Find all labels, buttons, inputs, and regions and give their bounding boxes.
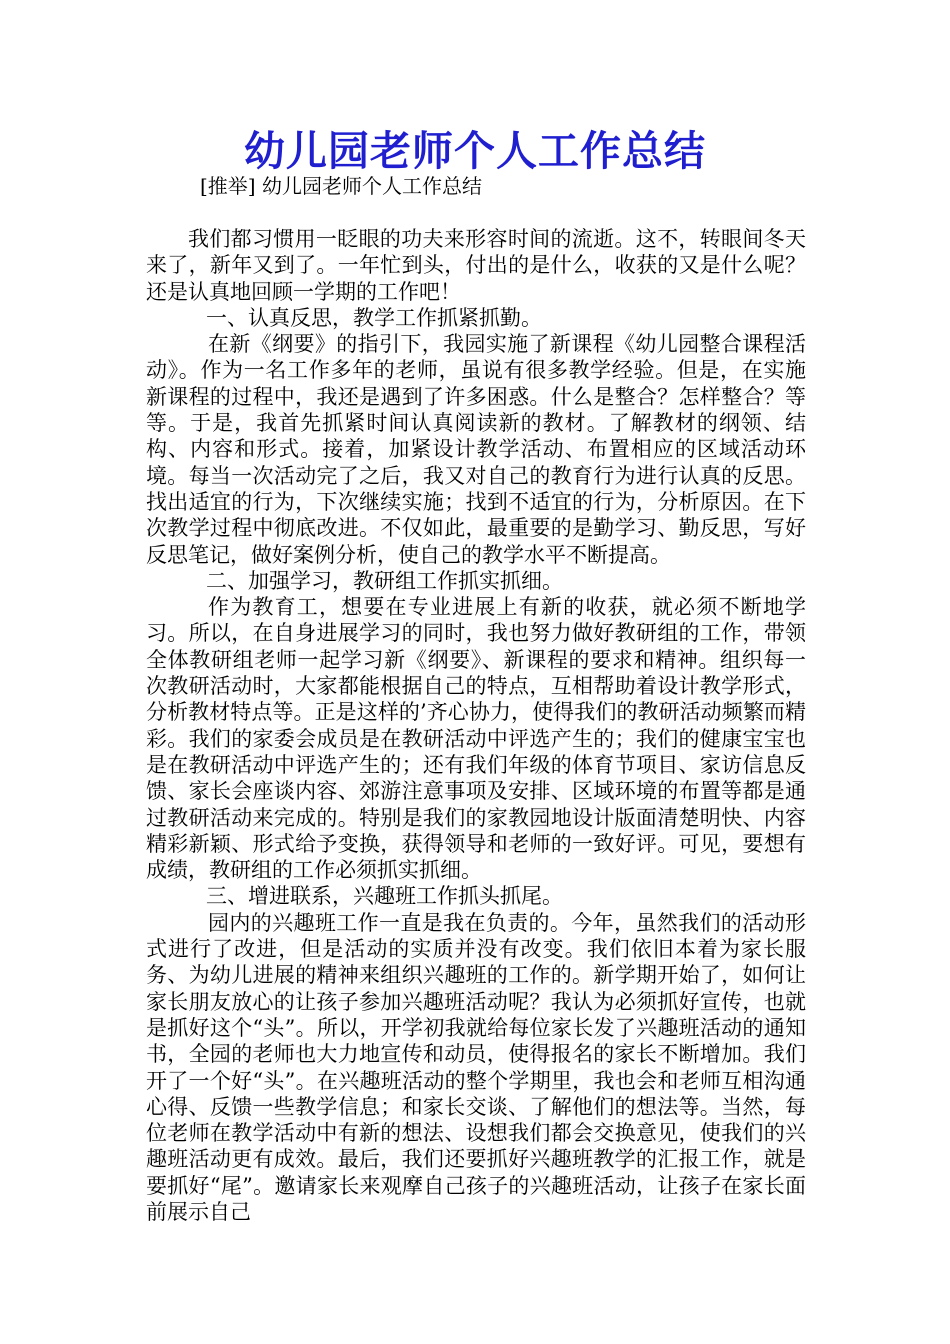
document-title: 幼儿园老师个人工作总结 <box>244 127 706 175</box>
document-body <box>146 226 806 1225</box>
section-paragraph-1: 在新《纲要》的指引下，我园实施了新课程《幼儿园整合课程活动》。作为一名工作多年的老师，虽说有很多教学经验。但是，在实施新课程的过程中，我还是遇到了许多困惑。什么是整合？怎样整合？等等。于是，我首先抓紧时间认真阅读新的教材。了解教材的纲领、结构、内容和形式。接着，加紧设计教学活动、布置相应的区域活动环境。每当一次活动完了之后，我又对自己的教育行为进行认真的反思。找出适宜的行为，下次继续实施；找到不适宜的行为，分析原因。在下次教学过程中彻底改进。不仅如此，最重要的是勤学习、勤反思，写好反思笔记，做好案例分析，使自己的教学水平不断提高。 <box>146 332 806 567</box>
intro-paragraph: 我们都习惯用一眨眼的功夫来形容时间的流逝。这不，转眼间冬天来了，新年又到了。一年忙到头，付出的是什么，收获的又是什么呢？还是认真地回顾一学期的工作吧！ <box>146 227 806 304</box>
section-heading-2: 二、加强学习，教研组工作抓实抓细。 <box>206 568 563 593</box>
section-paragraph-3: 园内的兴趣班工作一直是我在负责的。今年，虽然我们的活动形式进行了改进，但是活动的实质并没有改变。我们依旧本着为家长服务、为幼儿进展的精神来组织兴趣班的工作的。新学期开始了，如何让家长朋友放心的让孩子参加兴趣班活动呢？我认为必须抓好宣传，也就是抓好这个“头”。所以，开学初我就给每位家长发了兴趣班活动的通知书，全园的老师也大力地宣传和动员，使得报名的家长不断增加。我们开了一个好“头”。在兴趣班活动的整个学期里，我也会和老师互相沟通心得、反馈一些教学信息；和家长交谈、了解他们的想法等。当然，每位老师在教学活动中有新的想法、设想我们都会交换意见，使我们的兴趣班活动更有成效。最后，我们还要抓好兴趣班教学的汇报工作，就是要抓好“尾”。邀请家长来观摩自己孩子的兴趣班活动，让孩子在家长面前展示自己 <box>146 910 806 1224</box>
section-heading-1: 一、认真反思，教学工作抓紧抓勤。 <box>206 305 542 330</box>
document-subtitle: [推举] 幼儿园老师个人工作总结 <box>200 174 482 198</box>
section-heading-3: 三、增进联系，兴趣班工作抓头抓尾。 <box>206 884 563 909</box>
section-paragraph-2: 作为教育工，想要在专业进展上有新的收获，就必须不断地学习。所以，在自身进展学习的同时，我也努力做好教研组的工作，带领全体教研组老师一起学习新《纲要》、新课程的要求和精神。组织每一次教研活动时，大家都能根据自己的特点，互相帮助着设计教学形式，分析教材特点等。正是这样的’齐心协力，使得我们的教研活动频繁而精彩。我们的家委会成员是在教研活动中评选产生的；我们的健康宝宝也是在教研活动中评选产生的；还有我们年级的体育节项目、家访信息反馈、家长会座谈内容、郊游注意事项及安排、区域环境的布置等都是通过教研活动来完成的。特别是我们的家教园地设计版面清楚明快、内容精彩新颖、形式给予变换，获得领导和老师的一致好评。可见，要想有成绩，教研组的工作必须抓实抓细。 <box>146 595 806 883</box>
